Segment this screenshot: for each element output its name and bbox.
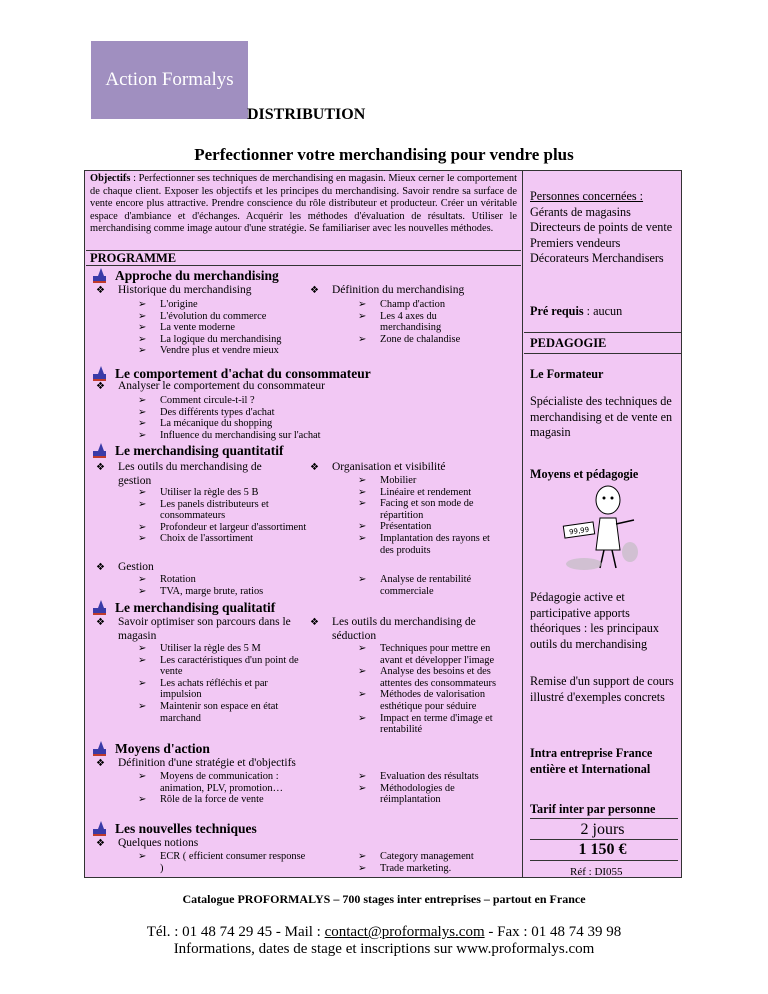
writing-hand-icon — [93, 821, 109, 837]
subsection-title: ❖ Analyser le comportement du consommateur — [96, 380, 325, 394]
list-item: ➢ La mécanique du shopping — [138, 418, 378, 430]
list-item: ➢ Des différents types d'achat — [138, 407, 378, 419]
list-item: ➢ Rôle de la force de vente — [138, 794, 313, 806]
subsection-title: ❖ Les outils du merchandising de gestion — [96, 461, 296, 488]
list-item: ➢ Category management — [358, 851, 488, 863]
list-item: ➢ Mobilier — [358, 475, 503, 487]
list-item: ➢ Choix de l'assortiment — [138, 533, 308, 545]
list-item: ➢ Techniques pour mettre en avant et développer l'image — [358, 643, 508, 666]
subsection-title: ❖ Définition d'une stratégie et d'objectifs — [96, 757, 296, 771]
bullet-list — [358, 574, 503, 597]
logo — [91, 41, 248, 119]
duration: 2 jours — [580, 821, 625, 838]
section-heading — [93, 821, 257, 837]
bullet-list — [138, 574, 308, 597]
email-link[interactable]: contact@proformalys.com — [324, 924, 485, 940]
bullet-list — [358, 299, 468, 345]
document-category: DISTRIBUTION — [247, 106, 366, 123]
pedagogy-heading: PEDAGOGIE — [524, 332, 681, 354]
list-item: ➢ Trade marketing. — [358, 863, 488, 875]
price-label: Tarif inter par personne — [530, 802, 656, 816]
list-item: ➢ Analyse des besoins et des attentes des consommateurs — [358, 666, 508, 689]
list-item: ➢ Implantation des rayons et des produits — [358, 533, 503, 556]
list-item: ➢ Les caractéristiques d'un point de vente — [138, 655, 308, 678]
audience-label: Personnes concernées : — [530, 189, 644, 203]
subsection-title: ❖ Définition du merchandising — [310, 284, 464, 298]
bullet-list — [138, 395, 378, 441]
audience-block — [530, 189, 678, 267]
subsection-title: ❖ Historique du merchandising — [96, 284, 252, 298]
price: 1 150 € — [578, 841, 627, 858]
list-item: ➢ Utiliser la règle des 5 M — [138, 643, 308, 655]
list-item: ➢ Moyens de communication : animation, PLV, promotion… — [138, 771, 313, 794]
objectives-text — [90, 173, 517, 236]
list-item: ➢ Vendre plus et vendre mieux — [138, 345, 298, 357]
list-item: ➢ Rotation — [138, 574, 308, 586]
divider — [530, 860, 678, 861]
course-material-note: Remise d'un support de cours illustré d'exemples concrets — [530, 674, 674, 704]
prerequisites-label: Pré requis — [530, 304, 584, 318]
subsection-title: ❖ Organisation et visibilité — [310, 461, 446, 475]
divider — [530, 839, 678, 840]
section-title: Approche du merchandising — [115, 268, 279, 283]
writing-hand-icon — [93, 268, 109, 284]
list-item: ➢ Impact en terme d'image et rentabilité — [358, 713, 508, 736]
list-item: ➢ La vente moderne — [138, 322, 298, 334]
fax-text: - Fax : 01 48 74 39 98 — [484, 924, 622, 940]
trainer-label-text: Le Formateur — [530, 367, 604, 381]
cartoon-salesman-illustration — [560, 480, 640, 575]
list-item: ➢ La logique du merchandising — [138, 334, 298, 346]
list-item: ➢ Présentation — [358, 521, 503, 533]
writing-hand-icon — [93, 443, 109, 459]
list-item: ➢ Champ d'action — [358, 299, 468, 311]
list-item: ➢ Facing et son mode de répartition — [358, 498, 503, 521]
section-title: Le merchandising quantitatif — [115, 443, 284, 458]
subsection-title: ❖ Gestion — [96, 561, 154, 575]
section-heading — [93, 268, 279, 284]
logo-text: Action Formalys — [105, 69, 234, 90]
section-title: Le merchandising qualitatif — [115, 600, 276, 615]
objectives-body: : Perfectionner ses techniques de merchandising en magasin. Mieux cerner le comportement de chaque client. Exposer les objectifs et les principes du merchandising. Savoir rendre sa surface de vente encore plus attractive. Prendre conscience du rôle distributeur et producteur. Créer un véritable espace d'ambiance et d'échanges. Acquérir les méthodes d'évaluation de résultats. Utiliser le merchandising comme image autour d'une stratégie. Se familiariser avec les nouvelles méthodes. — [90, 173, 517, 235]
bullet-list — [358, 851, 488, 874]
prerequisites — [530, 304, 678, 320]
writing-hand-icon — [93, 600, 109, 616]
list-item: ➢ Les panels distributeurs et consommateurs — [138, 499, 308, 522]
list-item: ➢ ECR ( efficient consumer response ) — [138, 851, 308, 874]
bullet-list — [138, 299, 298, 357]
subsection-title: ❖ Les outils du merchandising de séduction — [310, 616, 510, 643]
bullet-list — [138, 643, 308, 724]
section-title: Moyens d'action — [115, 741, 210, 756]
list-item: ➢ Utiliser la règle des 5 B — [138, 487, 308, 499]
list-item: ➢ L'origine — [138, 299, 298, 311]
bullet-list — [358, 475, 503, 556]
list-item: ➢ Maintenir son espace en état marchand — [138, 701, 308, 724]
list-item: ➢ Linéaire et rendement — [358, 487, 503, 499]
audience-list: Gérants de magasins Directeurs de points de vente Premiers vendeurs Décorateurs Merchandisers — [530, 204, 673, 265]
page-title: Perfectionner votre merchandising pour vendre plus — [194, 145, 574, 164]
catalogue-line: Catalogue PROFORMALYS – 700 stages inter entreprises – partout en France — [182, 892, 586, 906]
methods-label-text: Moyens et pédagogie — [530, 467, 639, 481]
bullet-list — [358, 643, 508, 736]
writing-hand-icon — [93, 741, 109, 757]
objectives-label: Objectifs — [90, 173, 131, 184]
divider — [530, 818, 678, 819]
trainer-description: Spécialiste des techniques de merchandising et de vente en magasin — [530, 394, 673, 439]
list-item: ➢ Profondeur et largeur d'assortiment — [138, 522, 308, 534]
list-item: ➢ L'évolution du commerce — [138, 311, 298, 323]
list-item: ➢ Zone de chalandise — [358, 334, 468, 346]
subsection-title: ❖ Savoir optimiser son parcours dans le magasin — [96, 616, 296, 643]
subsection-title: ❖ Quelques notions — [96, 837, 198, 851]
methods-description: Pédagogie active et participative apports théoriques : les principaux outils du merchandising — [530, 590, 659, 651]
list-item: ➢ Méthodes de valorisation esthétique pour séduire — [358, 689, 508, 712]
list-item: ➢ Les 4 axes du merchandising — [358, 311, 468, 334]
section-heading — [93, 443, 284, 459]
contact-info — [0, 924, 768, 958]
programme-heading: PROGRAMME — [86, 250, 521, 266]
section-heading — [93, 741, 210, 757]
list-item: ➢ Les achats réfléchis et par impulsion — [138, 678, 308, 701]
bullet-list — [358, 771, 488, 806]
reference-code: Réf : DI055 — [570, 866, 623, 878]
list-item: ➢ TVA, marge brute, ratios — [138, 586, 308, 598]
bullet-list — [138, 487, 308, 545]
bullet-list — [138, 851, 308, 874]
website-info: Informations, dates de stage et inscriptions sur www.proformalys.com — [173, 941, 595, 957]
price-sign-text: 99,99 — [568, 525, 590, 537]
list-item: ➢ Analyse de rentabilité commerciale — [358, 574, 503, 597]
section-title: Le comportement d'achat du consommateur — [115, 366, 371, 381]
list-item: ➢ Comment circule-t-il ? — [138, 395, 378, 407]
list-item: ➢ Evaluation des résultats — [358, 771, 488, 783]
prerequisites-value: : aucun — [583, 304, 623, 318]
section-title: Les nouvelles techniques — [115, 821, 257, 836]
intra-company-note: Intra entreprise France entière et International — [530, 746, 653, 776]
trainer-label — [530, 367, 678, 383]
list-item: ➢ Méthodologies de réimplantation — [358, 783, 488, 806]
bullet-list — [138, 771, 313, 806]
phone-text: Tél. : 01 48 74 29 45 - Mail : — [146, 924, 325, 940]
list-item: ➢ Influence du merchandising sur l'achat — [138, 430, 378, 442]
section-heading — [93, 600, 275, 616]
